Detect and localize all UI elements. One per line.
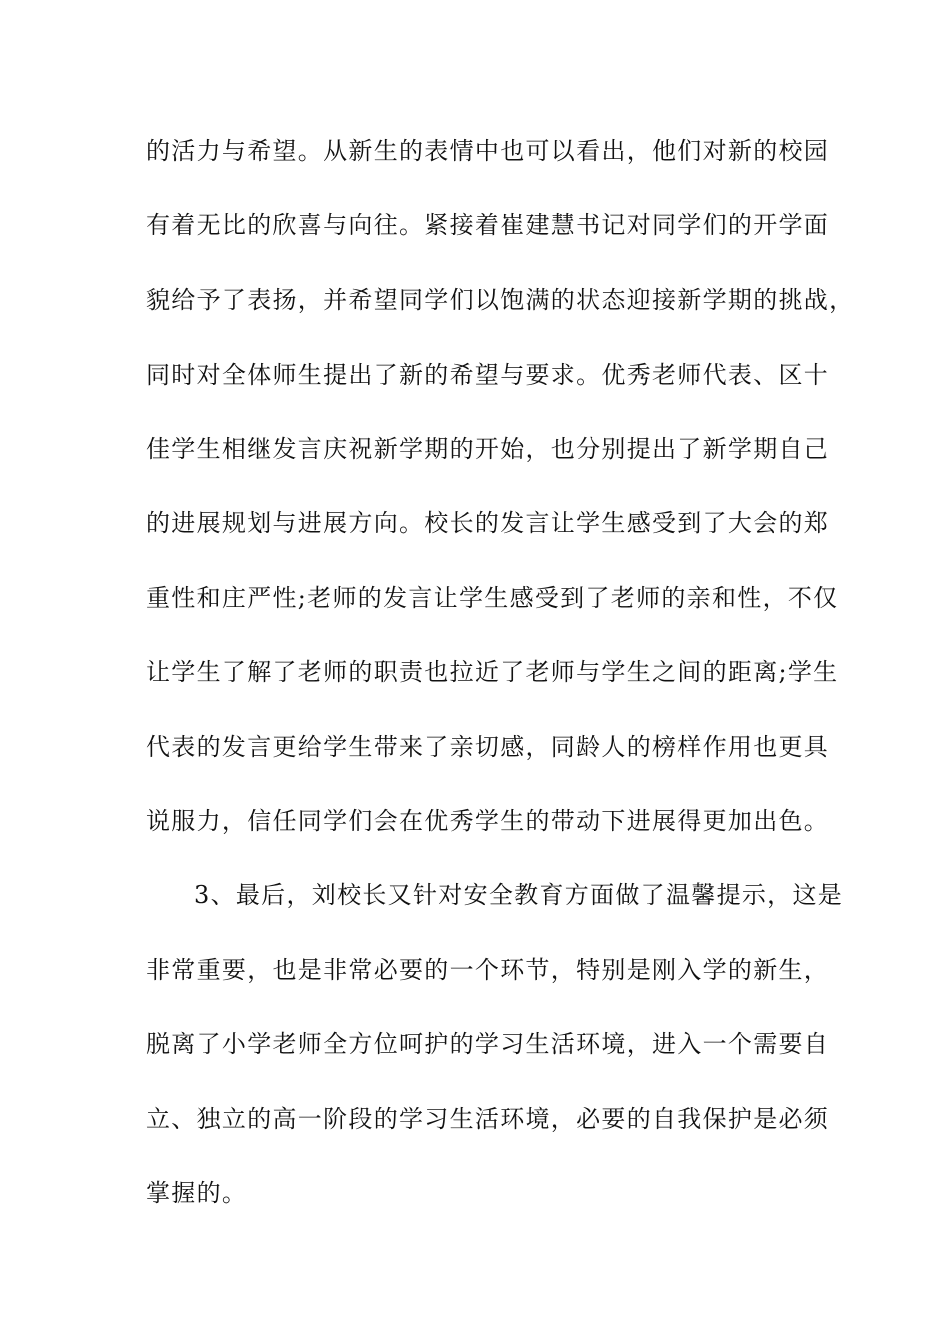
text-line-6: 的进展规划与进展方向。校长的发言让学生感受到了大会的郑 (146, 509, 830, 537)
text-line-10: 说服力，信任同学们会在优秀学生的带动下进展得更加出色。 (146, 807, 830, 835)
text-line-1: 的活力与希望。从新生的表情中也可以看出，他们对新的校园 (146, 137, 830, 165)
text-line-8: 让学生了解了老师的职责也拉近了老师与学生之间的距离;学生 (146, 658, 839, 686)
text-line-2: 有着无比的欣喜与向往。紧接着崔建慧书记对同学们的开学面 (146, 211, 830, 239)
text-line-14: 立、独立的高一阶段的学习生活环境，必要的自我保护是必须 (146, 1105, 830, 1133)
text-line-15: 掌握的。 (146, 1179, 248, 1207)
text-line-5: 佳学生相继发言庆祝新学期的开始，也分别提出了新学期自己 (146, 435, 830, 463)
text-line-9: 代表的发言更给学生带来了亲切感，同龄人的榜样作用也更具 (146, 733, 830, 761)
text-line-7: 重性和庄严性;老师的发言让学生感受到了老师的亲和性，不仅 (146, 584, 839, 612)
text-line-3: 貌给予了表扬，并希望同学们以饱满的状态迎接新学期的挑战， (146, 286, 855, 314)
text-line-12: 非常重要，也是非常必要的一个环节，特别是刚入学的新生， (146, 956, 830, 984)
text-line-13: 脱离了小学老师全方位呵护的学习生活环境，进入一个需要自 (146, 1030, 830, 1058)
text-line-4: 同时对全体师生提出了新的希望与要求。优秀老师代表、区十 (146, 361, 830, 389)
text-line-11: 3、最后，刘校长又针对安全教育方面做了温馨提示，这是 (194, 881, 844, 909)
